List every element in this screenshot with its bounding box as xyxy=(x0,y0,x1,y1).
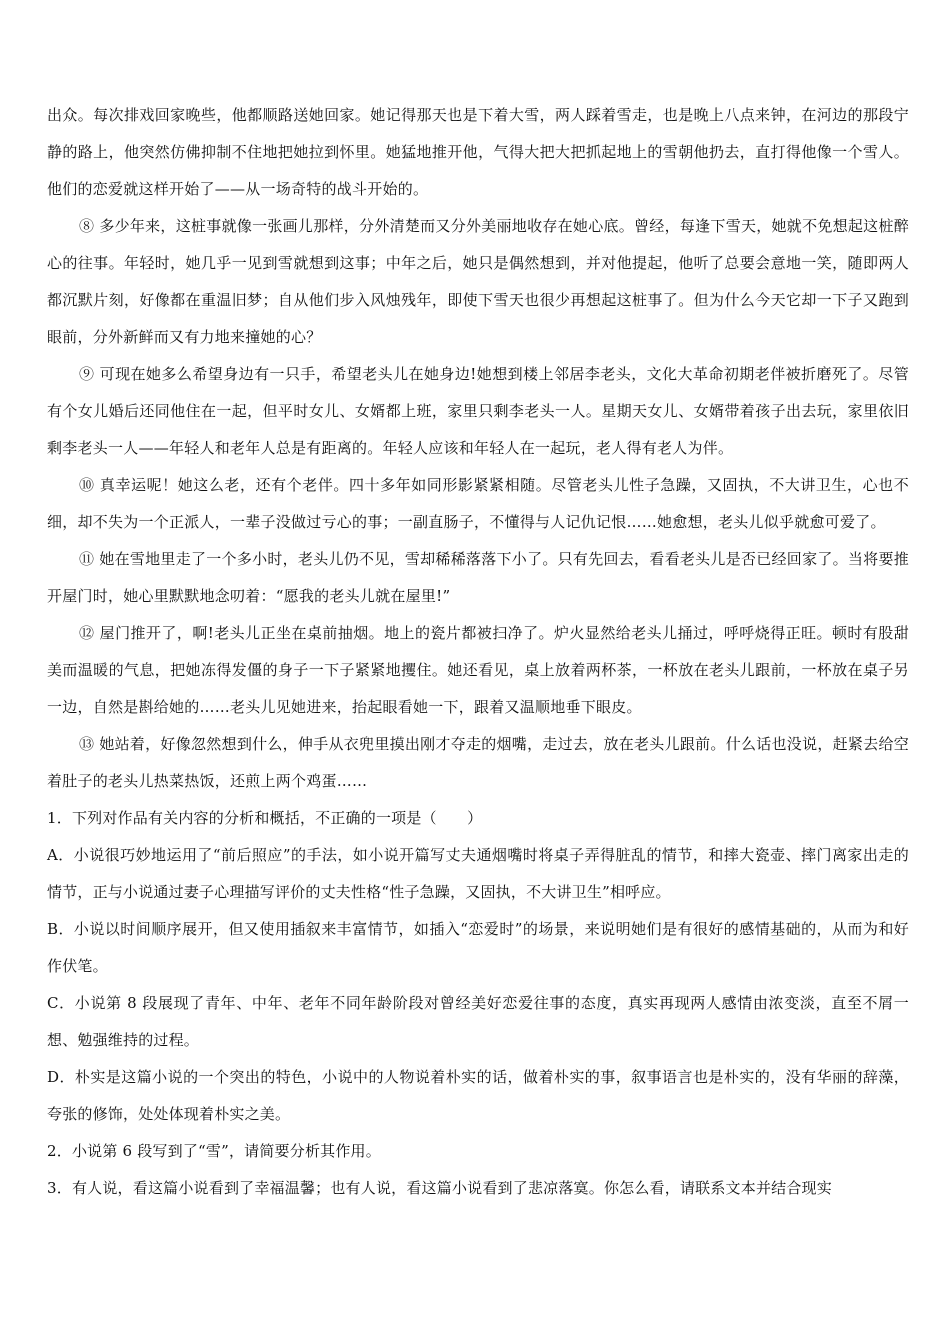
question-1-option-c: C．小说第 8 段展现了青年、中年、老年不同年龄阶段对曾经美好恋爱往事的态度，真实再现两人感情由浓变淡，直至不屑一想、勉强维持的过程。 xyxy=(47,994,909,1049)
document-body xyxy=(47,97,909,1207)
story-paragraph-8: ⑧ 多少年来，这桩事就像一张画儿那样，分外清楚而又分外美丽地收存在她心底。曾经，每逢下雪天，她就不免想起这桩醉心的往事。年轻时，她几乎一见到雪就想到这事；中年之后，她只是偶然想到，并对他提起，他听了总要会意地一笑，随即两人都沉默片刻，好像都在重温旧梦；自从他们步入风烛残年，即使下雪天也很少再想起这桩事了。但为什么今天它却一下子又跑到眼前，分外新鲜而又有力地来撞她的心？ xyxy=(47,217,909,346)
question-1-option-b: B．小说以时间顺序展开，但又使用插叙来丰富情节，如插入“恋爱时”的场景，来说明她们是有很好的感情基础的，从而为和好作伏笔。 xyxy=(47,920,909,975)
question-1-option-a: A．小说很巧妙地运用了“前后照应”的手法，如小说开篇写丈夫通烟嘴时将桌子弄得脏乱的情节，和摔大瓷壶、摔门离家出走的情节，正与小说通过妻子心理描写评价的丈夫性格“性子急躁，又固执，不大讲卫生”相呼应。 xyxy=(47,846,909,901)
question-1-option-d: D．朴实是这篇小说的一个突出的特色，小说中的人物说着朴实的话，做着朴实的事，叙事语言也是朴实的，没有华丽的辞藻，夸张的修饰，处处体现着朴实之美。 xyxy=(47,1068,909,1123)
story-paragraph-7-continued: 出众。每次排戏回家晚些，他都顺路送她回家。她记得那天也是下着大雪，两人踩着雪走，也是晚上八点来钟，在河边的那段宁静的路上，他突然仿佛抑制不住地把她拉到怀里。她猛地推开他，气得大把大把抓起地上的雪朝他扔去，直打得他像一个雪人。他们的恋爱就这样开始了——从一场奇特的战斗开始的。 xyxy=(47,106,909,198)
story-paragraph-13: ⑬ 她站着，好像忽然想到什么，伸手从衣兜里摸出刚才夺走的烟嘴，走过去，放在老头儿跟前。什么话也没说，赶紧去给空着肚子的老头儿热菜热饭，还煎上两个鸡蛋…… xyxy=(47,735,909,790)
question-1-stem: 1．下列对作品有关内容的分析和概括，不正确的一项是（ ） xyxy=(47,809,483,827)
story-paragraph-10: ⑩ 真幸运呢！她这么老，还有个老伴。四十多年如同形影紧紧相随。尽管老头儿性子急躁，又固执，不大讲卫生，心也不细，却不失为一个正派人，一辈子没做过亏心的事；一副直肠子，不懂得与人记仇记恨……她愈想，老头儿似乎就愈可爱了。 xyxy=(47,476,909,531)
story-paragraph-9: ⑨ 可现在她多么希望身边有一只手，希望老头儿在她身边!她想到楼上邻居李老头，文化大革命初期老伴被折磨死了。尽管有个女儿婚后还同他住在一起，但平时女儿、女婿都上班，家里只剩李老头一人。星期天女儿、女婿带着孩子出去玩，家里依旧剩李老头一人——年轻人和老年人总是有距离的。年轻人应该和年轻人在一起玩，老人得有老人为伴。 xyxy=(47,365,909,457)
story-paragraph-12: ⑫ 屋门推开了，啊!老头儿正坐在桌前抽烟。地上的瓷片都被扫净了。炉火显然给老头儿捅过，呼呼烧得正旺。顿时有股甜美而温暖的气息，把她冻得发僵的身子一下子紧紧地攫住。她还看见，桌上放着两杯茶，一杯放在老头儿跟前，一杯放在桌子另一边，自然是斟给她的……老头儿见她进来，抬起眼看她一下，跟着又温顺地垂下眼皮。 xyxy=(47,624,909,716)
story-paragraph-11: ⑪ 她在雪地里走了一个多小时，老头儿仍不见，雪却稀稀落落下小了。只有先回去，看看老头儿是否已经回家了。当将要推开屋门时，她心里默默地念叨着：“愿我的老头儿就在屋里!” xyxy=(47,550,909,605)
question-2: 2．小说第 6 段写到了“雪”，请简要分析其作用。 xyxy=(47,1142,381,1160)
question-3: 3．有人说，看这篇小说看到了幸福温馨；也有人说，看这篇小说看到了悲凉落寞。你怎么看，请联系文本并结合现实 xyxy=(47,1179,832,1197)
